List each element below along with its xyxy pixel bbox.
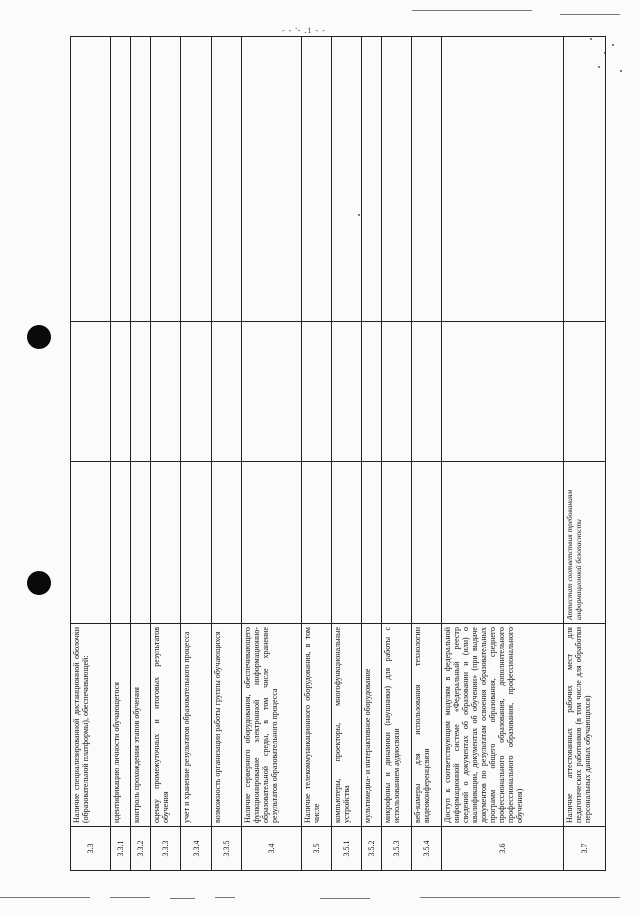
row-evidence: [412, 462, 442, 624]
row-cell: [332, 37, 362, 322]
row-requirement: учет и хранение результатов образовательного процесса: [181, 624, 212, 827]
row-cell: [442, 322, 564, 462]
punch-hole: [27, 571, 51, 595]
row-number: 3.5.3: [382, 827, 412, 871]
table-row: [302, 37, 332, 871]
row-cell: [212, 322, 242, 462]
row-cell: [71, 37, 111, 322]
row-cell: [212, 37, 242, 322]
table-row: [71, 37, 111, 871]
row-number: 3.3.2: [131, 827, 151, 871]
row-number: 3.3.3: [151, 827, 181, 871]
scan-line: [0, 897, 90, 898]
row-cell: [111, 37, 131, 322]
row-requirement: компьютеры, проекторы, многофункциональные устройства: [332, 624, 362, 827]
row-requirement: микрофоны и динамики (наушники) для работы с использованием аудиосвязи: [382, 624, 412, 827]
row-number: 3.5: [302, 827, 332, 871]
row-evidence: [382, 462, 412, 624]
row-number: 3.5.1: [332, 827, 362, 871]
row-cell: [382, 322, 412, 462]
row-requirement: возможность организации работы группы обучающихся: [212, 624, 242, 827]
row-requirement: идентификацию личности обучающегося: [111, 624, 131, 827]
row-requirement: мультимедиа- и интерактивное оборудование: [362, 624, 382, 827]
row-cell: [242, 37, 302, 322]
row-requirement: Наличие телекоммуникационного оборудования, в том числе: [302, 624, 332, 827]
row-cell: [181, 322, 212, 462]
row-cell: [151, 322, 181, 462]
table-row: [362, 37, 382, 871]
scan-line: [420, 897, 620, 898]
row-cell: [332, 322, 362, 462]
row-number: 3.3.1: [111, 827, 131, 871]
row-evidence: [111, 462, 131, 624]
row-requirement: Наличие специализированной дистанционной оболочки (образовательной платформы), обеспечивающей:: [71, 624, 111, 827]
row-number: 3.3.4: [181, 827, 212, 871]
row-evidence: [151, 462, 181, 624]
row-evidence: [212, 462, 242, 624]
row-number: 3.3.5: [212, 827, 242, 871]
table-row: [412, 37, 442, 871]
row-number: 3.3: [71, 827, 111, 871]
scan-line: [110, 897, 150, 898]
row-cell: [382, 37, 412, 322]
scan-line: [412, 10, 532, 11]
row-cell: [302, 37, 332, 322]
row-cell: [442, 37, 564, 322]
row-evidence: [181, 462, 212, 624]
row-cell: [181, 37, 212, 322]
row-cell: [111, 322, 131, 462]
row-cell: [362, 37, 382, 322]
scan-line: [560, 14, 620, 15]
row-number: 3.6: [442, 827, 564, 871]
row-evidence: [242, 462, 302, 624]
row-cell: [302, 322, 332, 462]
punch-hole: [27, 325, 51, 349]
table-row: [442, 37, 564, 871]
row-evidence: Аттестат соответствия требованиям информационной безопасности: [564, 462, 606, 624]
row-number: 3.4: [242, 827, 302, 871]
row-requirement: контроль прохождения этапов обучения: [131, 624, 151, 827]
row-evidence: [131, 462, 151, 624]
row-cell: [362, 322, 382, 462]
row-number: 3.7: [564, 827, 606, 871]
requirements-table: [70, 36, 606, 871]
row-cell: [412, 322, 442, 462]
scan-line: [170, 898, 195, 899]
table-row: [564, 37, 606, 871]
row-evidence: [71, 462, 111, 624]
row-number: 3.5.2: [362, 827, 382, 871]
table-row: [382, 37, 412, 871]
row-cell: [564, 322, 606, 462]
row-requirement: оценку промежуточных и итоговых результатов обучения: [151, 624, 181, 827]
rotated-table-container: [70, 37, 635, 871]
row-requirement: Наличие аттестованных рабочих мест для педагогических работников (в том числе для обработки персональных данных обучающихся): [564, 624, 606, 827]
row-cell: [131, 37, 151, 322]
row-requirement: Доступ к соответствующим модулям в федеральной информационной системе «Федеральный реестр сведений о документах об образовании и (или) о квалификации, документах об обучении» (при выдаче документов по результатам освоения образовательных программ общего образования, среднего профессионального образования, дополнительного профессионального образования, профессионального обучения): [442, 624, 564, 827]
table-row: [151, 37, 181, 871]
row-requirement: веб-камеры для использования технологии видеоконференцсвязи: [412, 624, 442, 827]
row-cell: [412, 37, 442, 322]
table-row: [242, 37, 302, 871]
row-requirement: Наличие серверного оборудования, обеспечивающего функционирование электронной информационно-образовательной среды, в том числе хранение результатов образовательного процесса: [242, 624, 302, 827]
table-row: [181, 37, 212, 871]
row-cell: [71, 322, 111, 462]
row-evidence: [302, 462, 332, 624]
row-cell: [564, 37, 606, 322]
row-cell: [131, 322, 151, 462]
row-evidence: [442, 462, 564, 624]
table-row: [111, 37, 131, 871]
scan-line: [215, 897, 235, 898]
scan-line: [320, 898, 370, 899]
row-cell: [242, 322, 302, 462]
row-cell: [151, 37, 181, 322]
row-number: 3.5.4: [412, 827, 442, 871]
scan-top-mark: - - '- .1 - -: [282, 26, 326, 35]
table-row: [131, 37, 151, 871]
row-evidence: [362, 462, 382, 624]
table-row: [332, 37, 362, 871]
row-evidence: [332, 462, 362, 624]
table-row: [212, 37, 242, 871]
